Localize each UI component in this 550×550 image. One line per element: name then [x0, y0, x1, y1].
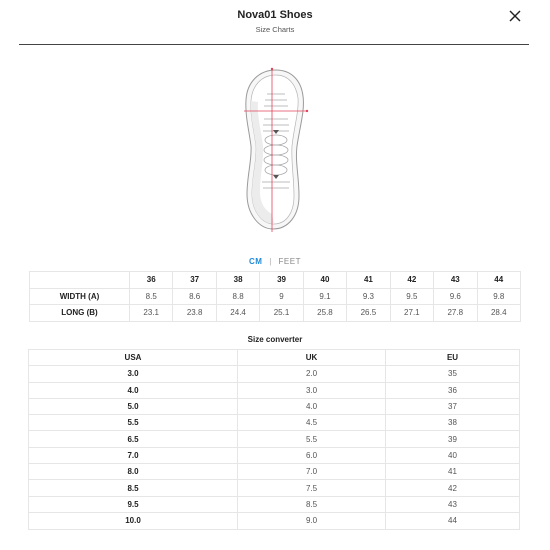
eu-cell: 40 [386, 447, 520, 463]
uk-cell: 8.5 [238, 496, 386, 512]
uk-cell: 7.0 [238, 464, 386, 480]
uk-cell: 5.5 [238, 431, 386, 447]
row-label-long: LONG (B) [30, 305, 130, 322]
usa-cell: 10.0 [29, 512, 238, 529]
long-cell: 27.8 [434, 305, 477, 322]
eu-cell: 39 [386, 431, 520, 447]
usa-cell: 8.0 [29, 464, 238, 480]
unit-feet-option[interactable]: FEET [278, 257, 301, 266]
table-row [29, 480, 520, 496]
usa-cell: 5.0 [29, 398, 238, 414]
eu-cell: 41 [386, 464, 520, 480]
usa-cell: 8.5 [29, 480, 238, 496]
uk-cell: 2.0 [238, 366, 386, 382]
page-subtitle: Size Charts [255, 25, 295, 34]
eu-cell: 44 [386, 512, 520, 529]
width-cell: 9.1 [303, 288, 346, 305]
eu-cell: 37 [386, 398, 520, 414]
size-chart-table [29, 271, 521, 322]
table-row [29, 415, 520, 431]
width-cell: 9.3 [347, 288, 390, 305]
modal-header [0, 0, 550, 45]
table-row [29, 431, 520, 447]
table-row [29, 398, 520, 414]
usa-cell: 5.5 [29, 415, 238, 431]
table-row [29, 366, 520, 382]
table-row [29, 447, 520, 463]
converter-title: Size converter [247, 335, 303, 344]
table-row [29, 512, 520, 529]
shoe-diagram [233, 64, 319, 234]
table-row [30, 305, 521, 322]
eu-cell: 36 [386, 382, 520, 398]
close-button[interactable] [508, 9, 522, 23]
usa-cell: 7.0 [29, 447, 238, 463]
shoe-sole-measurement-icon [233, 64, 319, 234]
width-cell: 9 [260, 288, 303, 305]
usa-cell: 6.5 [29, 431, 238, 447]
size-converter-table [28, 349, 520, 530]
table-row [29, 496, 520, 512]
size-column-header: 42 [390, 272, 433, 289]
long-cell: 28.4 [477, 305, 521, 322]
uk-column-header: UK [238, 350, 386, 366]
usa-cell: 9.5 [29, 496, 238, 512]
unit-toggle [0, 257, 550, 266]
long-cell: 23.1 [130, 305, 173, 322]
size-column-header: 43 [434, 272, 477, 289]
size-column-header: 39 [260, 272, 303, 289]
long-cell: 26.5 [347, 305, 390, 322]
size-column-header: 38 [216, 272, 259, 289]
eu-cell: 43 [386, 496, 520, 512]
header-divider [19, 44, 529, 45]
table-row [29, 464, 520, 480]
width-cell: 8.8 [216, 288, 259, 305]
usa-cell: 3.0 [29, 366, 238, 382]
uk-cell: 3.0 [238, 382, 386, 398]
unit-separator: | [269, 257, 272, 266]
uk-cell: 9.0 [238, 512, 386, 529]
long-cell: 27.1 [390, 305, 433, 322]
eu-cell: 38 [386, 415, 520, 431]
uk-cell: 6.0 [238, 447, 386, 463]
eu-cell: 42 [386, 480, 520, 496]
width-cell: 8.5 [130, 288, 173, 305]
corner-cell [30, 272, 130, 289]
width-cell: 9.6 [434, 288, 477, 305]
usa-column-header: USA [29, 350, 238, 366]
table-row [29, 382, 520, 398]
width-cell: 9.5 [390, 288, 433, 305]
eu-cell: 35 [386, 366, 520, 382]
row-label-width: WIDTH (A) [30, 288, 130, 305]
size-column-header: 44 [477, 272, 521, 289]
uk-cell: 7.5 [238, 480, 386, 496]
page-title: Nova01 Shoes [237, 9, 313, 21]
long-cell: 25.8 [303, 305, 346, 322]
long-cell: 23.8 [173, 305, 216, 322]
size-column-header: 37 [173, 272, 216, 289]
table-row [30, 288, 521, 305]
uk-cell: 4.5 [238, 415, 386, 431]
long-cell: 25.1 [260, 305, 303, 322]
width-cell: 9.8 [477, 288, 521, 305]
eu-column-header: EU [386, 350, 520, 366]
size-column-header: 41 [347, 272, 390, 289]
long-cell: 24.4 [216, 305, 259, 322]
width-cell: 8.6 [173, 288, 216, 305]
unit-cm-option[interactable]: CM [249, 257, 263, 266]
uk-cell: 4.0 [238, 398, 386, 414]
converter-header-row [29, 350, 520, 366]
size-column-header: 36 [130, 272, 173, 289]
size-header-row [30, 272, 521, 289]
close-icon [508, 9, 522, 23]
usa-cell: 4.0 [29, 382, 238, 398]
size-column-header: 40 [303, 272, 346, 289]
